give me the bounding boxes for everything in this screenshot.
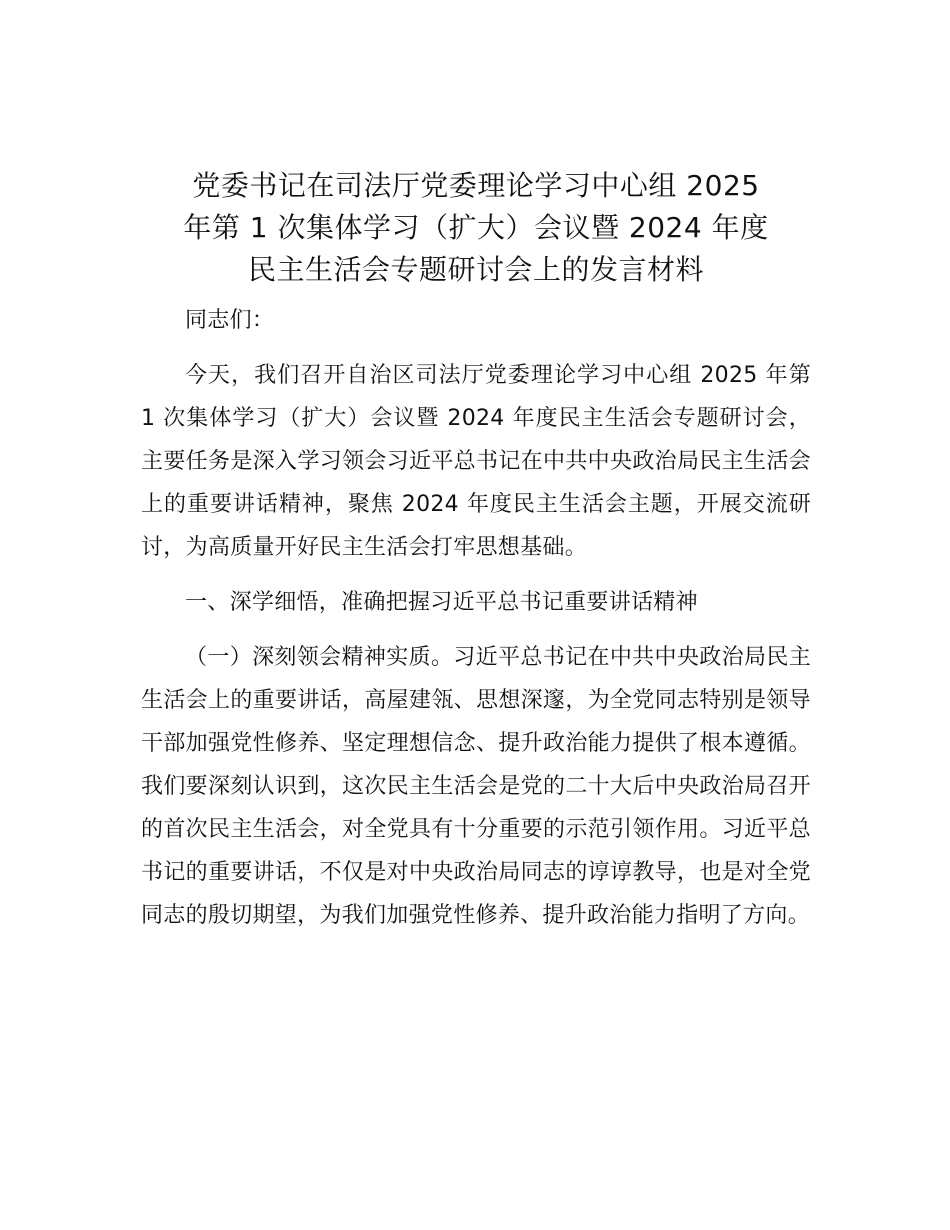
greeting: 同志们： (185, 308, 275, 333)
document-title (141, 165, 811, 291)
intro-paragraph: 今天，我们召开自治区司法厅党委理论学习中心组 2025 年第 1 次集体学习（扩大）会议暨 2024 年度民主生活会专题研讨会，主要任务是深入学习领会习近平总书记在中共中央政治局民主生活会上的重要讲话精神，聚焦 2024 年度民主生活会主题，开展交流研讨，为高质量开好民主生活会打牢思想基础。 (141, 363, 811, 560)
title-line-1: 党委书记在司法厅党委理论学习中心组 2025 (192, 169, 760, 202)
subsection-paragraph-1: （一）深刻领会精神实质。习近平总书记在中共中央政治局民主生活会上的重要讲话，高屋建瓴、思想深邃，为全党同志特别是领导干部加强党性修养、坚定理想信念、提升政治能力提供了根本遵循。我们要深刻认识到，这次民主生活会是党的二十大后中央政治局召开的首次民主生活会，对全党具有十分重要的示范引领作用。习近平总书记的重要讲话，不仅是对中央政治局同志的谆谆教导，也是对全党同志的殷切期望，为我们加强党性修养、提升政治能力指明了方向。 (141, 645, 811, 928)
document-body (141, 165, 811, 937)
title-line-2: 年第 1 次集体学习（扩大）会议暨 2024 年度 (183, 211, 769, 244)
section-heading-1: 一、深学细悟，准确把握习近平总书记重要讲话精神 (185, 590, 698, 615)
title-line-3: 民主生活会专题研讨会上的发言材料 (247, 253, 704, 286)
